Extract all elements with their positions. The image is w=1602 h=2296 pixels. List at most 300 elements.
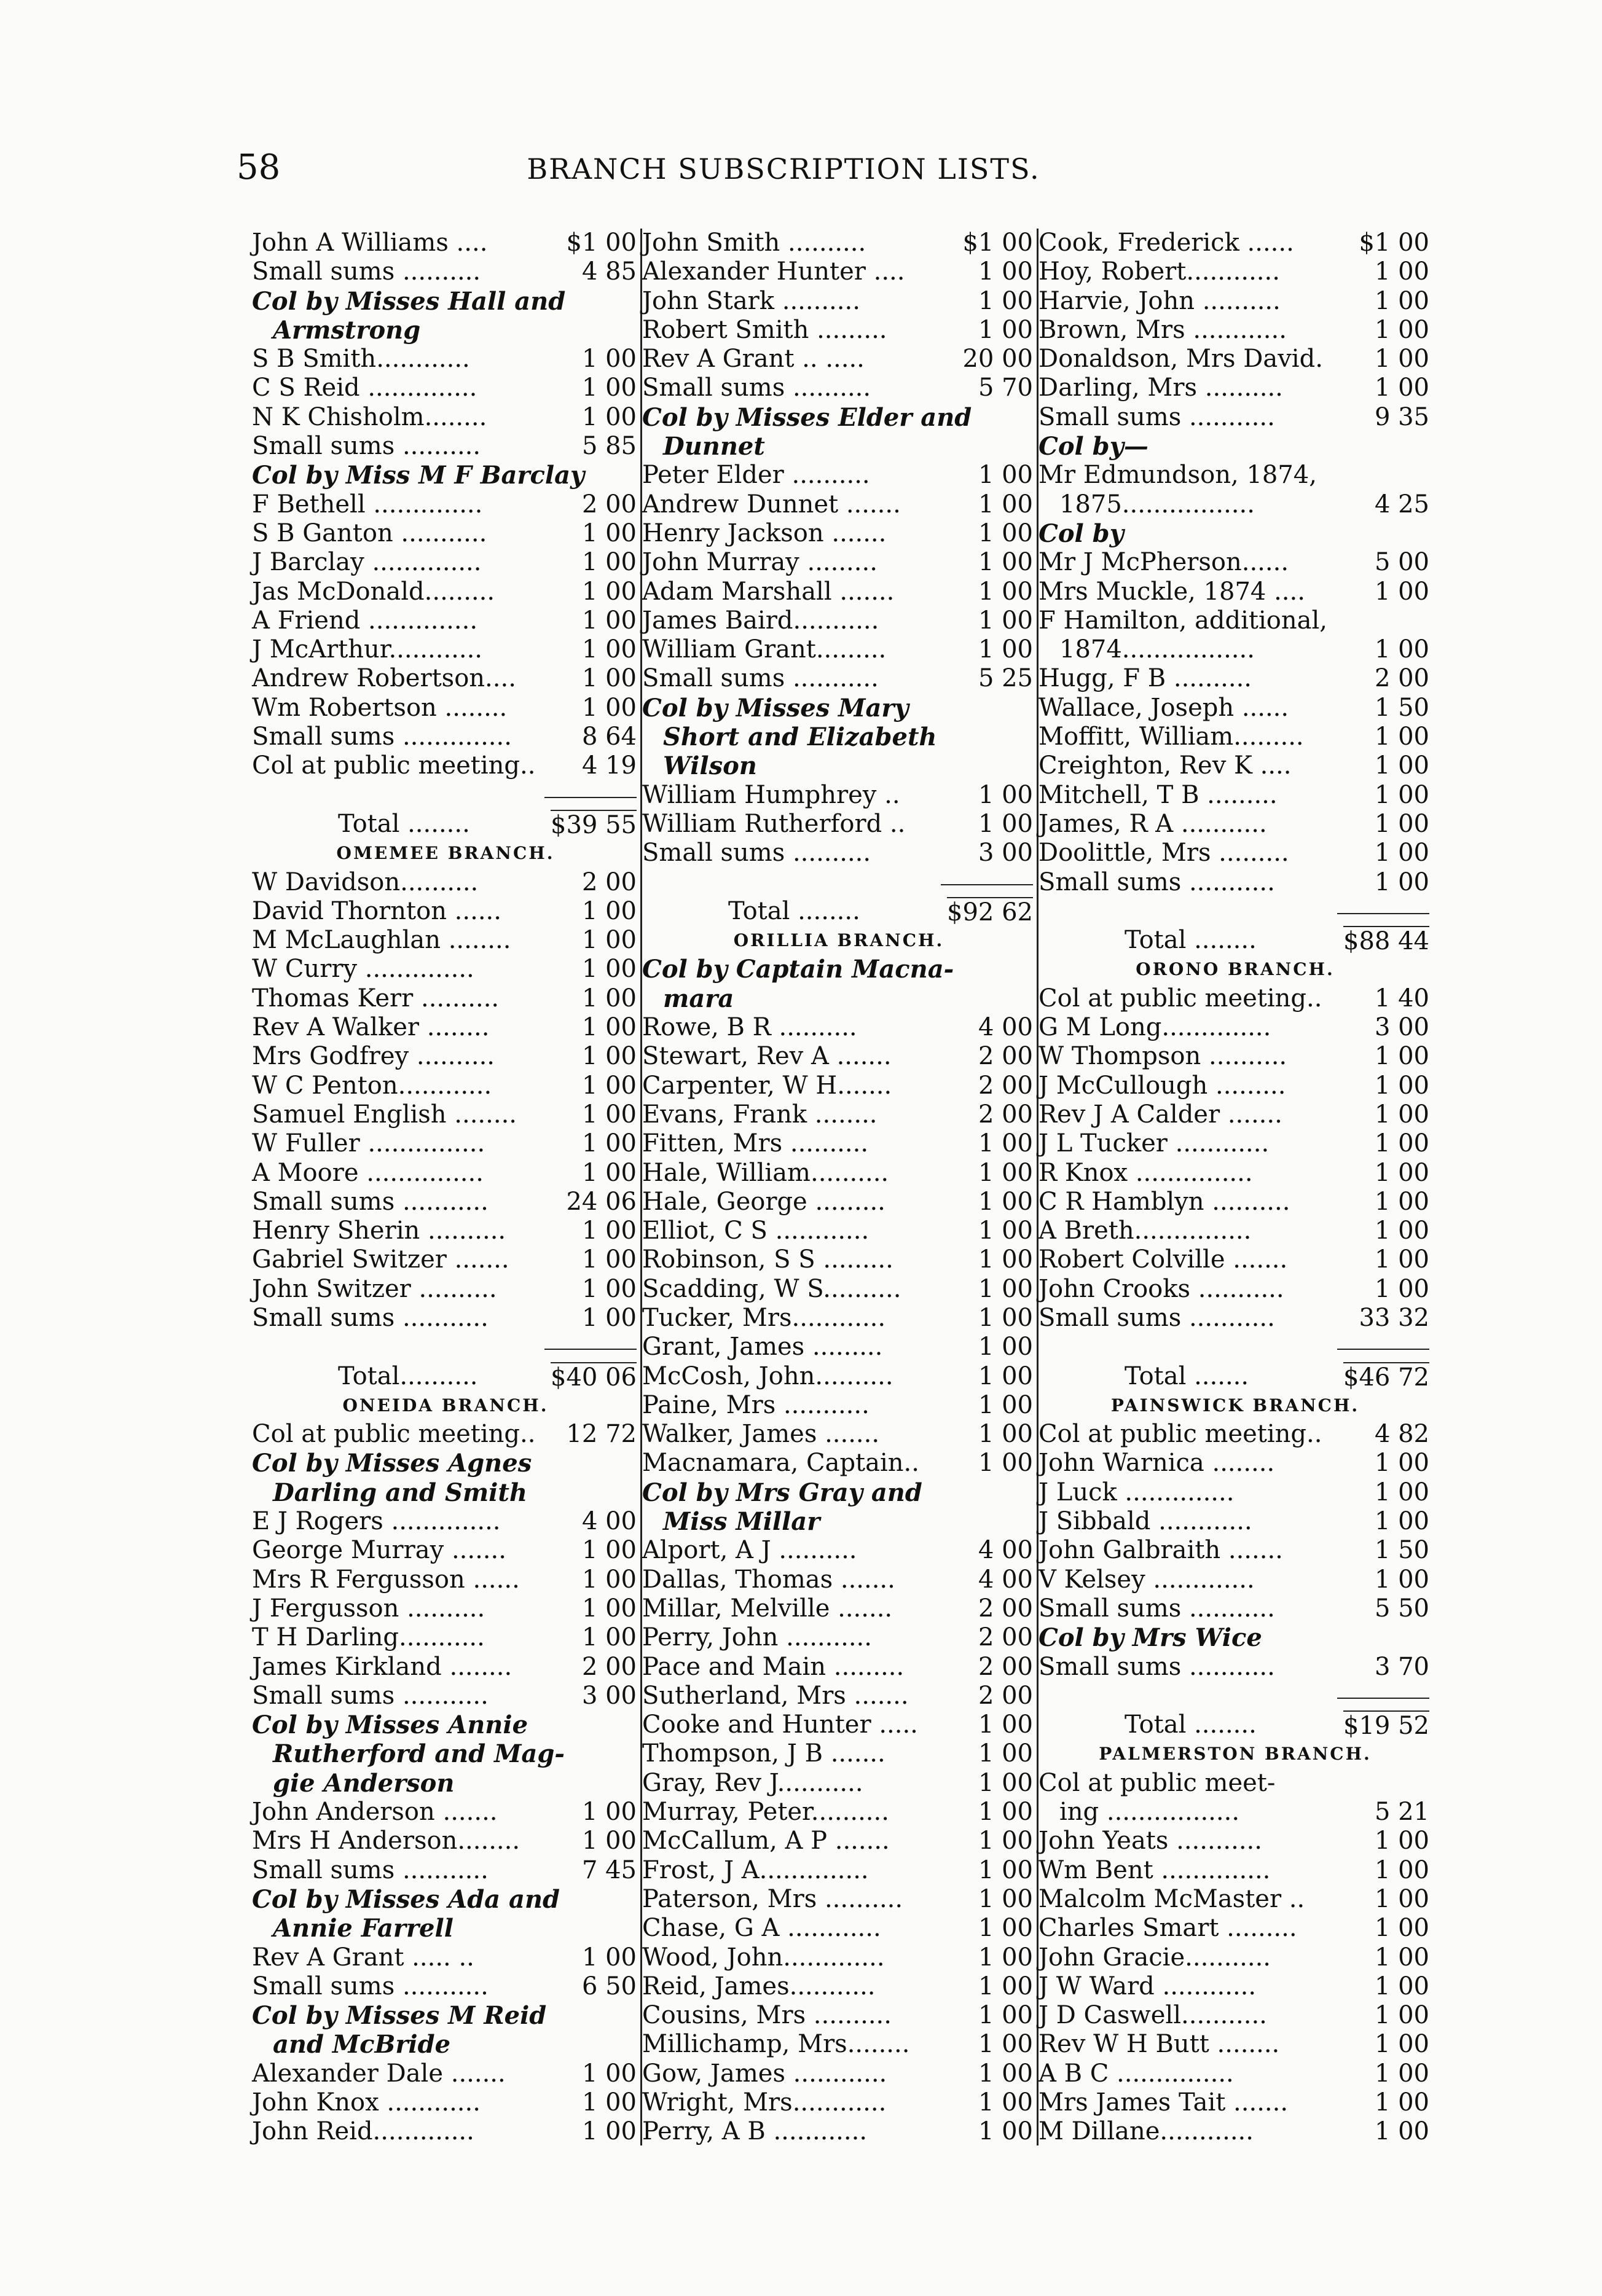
entry-name: Total ........ — [1125, 1710, 1257, 1739]
list-entry — [252, 403, 639, 432]
entry-name: William Humphrey .. — [642, 780, 900, 809]
entry-amount: 1 00 — [1374, 1187, 1429, 1216]
list-entry — [1039, 1420, 1432, 1449]
entry-name: Sutherland, Mrs ....... — [642, 1681, 909, 1710]
entry-amount: 1 00 — [978, 1710, 1033, 1739]
entry-name: Doolittle, Mrs ......... — [1039, 839, 1289, 868]
entry-name: Hale, George ......... — [642, 1187, 885, 1216]
list-entry — [642, 345, 1035, 374]
entry-amount: 1 00 — [1374, 345, 1429, 374]
entry-amount: 1 00 — [1374, 1274, 1429, 1303]
list-entry — [642, 781, 1035, 810]
entry-amount: 5 25 — [978, 664, 1033, 693]
collector-heading — [252, 1478, 639, 1507]
entry-name: N K Chisholm........ — [252, 402, 487, 431]
entry-amount: 1 00 — [1374, 1478, 1429, 1507]
entry-name: J McArthur............ — [252, 635, 483, 664]
entry-amount: 1 00 — [581, 693, 637, 722]
entry-amount: 1 00 — [978, 1187, 1033, 1216]
list-entry — [252, 1623, 639, 1652]
list-entry — [642, 1333, 1035, 1362]
collector-heading — [252, 316, 639, 345]
entry-name: Andrew Dunnet ....... — [642, 490, 901, 519]
entry-name: Annie Farrell — [273, 1914, 454, 1943]
entry-name: Thomas Kerr .......... — [252, 984, 500, 1013]
list-entry — [252, 2088, 639, 2117]
entry-amount: 2 00 — [581, 1652, 637, 1681]
entry-amount: 1 00 — [978, 2088, 1033, 2117]
entry-name: John A Williams .... — [252, 229, 488, 257]
list-entry — [252, 1072, 639, 1100]
entry-name: M Dillane............ — [1039, 2117, 1254, 2146]
entry-amount: 2 00 — [978, 1594, 1033, 1623]
entry-amount: 1 00 — [978, 577, 1033, 606]
list-entry — [1039, 287, 1432, 316]
entry-name: Mrs R Fergusson ...... — [252, 1565, 520, 1594]
list-entry — [642, 1159, 1035, 1188]
list-entry — [642, 1856, 1035, 1885]
list-entry — [642, 1653, 1035, 1682]
list-entry — [252, 1042, 639, 1071]
entry-name: John Murray ......... — [642, 548, 878, 577]
list-entry — [252, 1943, 639, 1972]
entry-name: Col by Misses Annie — [252, 1710, 528, 1740]
list-entry — [1039, 1217, 1432, 1245]
entry-name: William Grant......... — [642, 635, 887, 664]
entry-amount: 1 00 — [978, 1129, 1033, 1158]
entry-amount: 4 82 — [1374, 1420, 1429, 1449]
entry-amount: 1 00 — [581, 896, 637, 925]
entry-name: Peter Elder .......... — [642, 461, 870, 490]
entry-amount: 1 00 — [581, 664, 637, 693]
entry-amount: 1 00 — [978, 809, 1033, 838]
list-entry — [1039, 345, 1432, 374]
entry-name: James, R A ........... — [1039, 809, 1267, 838]
branch-heading — [1039, 955, 1432, 984]
list-entry — [642, 1362, 1035, 1391]
list-entry — [642, 519, 1035, 548]
entry-amount: 1 00 — [978, 2059, 1033, 2088]
entry-amount: 2 00 — [978, 1681, 1033, 1710]
collector-heading — [642, 751, 1035, 780]
entry-amount: 1 00 — [1374, 1827, 1429, 1855]
entry-name: John Crooks ........... — [1039, 1274, 1284, 1303]
list-entry — [1039, 868, 1432, 897]
entry-amount: $88 44 — [1343, 927, 1429, 956]
entry-amount: 1 00 — [581, 1158, 637, 1187]
entry-name: Walker, James ....... — [642, 1420, 880, 1449]
entry-amount: 1 50 — [1374, 1536, 1429, 1565]
entry-amount: 1 00 — [978, 780, 1033, 809]
entry-name: Alport, A J .......... — [642, 1536, 857, 1565]
list-entry — [252, 2117, 639, 2146]
entry-name: Mrs H Anderson........ — [252, 1827, 520, 1855]
entry-name: J Barclay .............. — [252, 548, 482, 577]
collector-heading — [642, 723, 1035, 751]
list-entry — [252, 868, 639, 897]
entry-name: Small sums .......... — [252, 257, 481, 286]
entry-amount: 1 00 — [978, 1390, 1033, 1419]
list-entry — [642, 1914, 1035, 1943]
list-entry — [642, 1391, 1035, 1420]
entry-amount: 1 00 — [581, 1827, 637, 1855]
list-entry — [1039, 316, 1432, 345]
entry-amount: 12 72 — [566, 1420, 637, 1449]
list-entry — [1039, 694, 1432, 723]
entry-amount: 2 00 — [581, 868, 637, 896]
entry-amount: 1 00 — [581, 1536, 637, 1565]
entry-name: Col by Misses Mary — [642, 693, 909, 723]
entry-name: Rev A Walker ........ — [252, 1013, 490, 1042]
entry-amount: 3 00 — [581, 1681, 637, 1710]
entry-amount: $1 00 — [1359, 229, 1429, 257]
list-entry — [252, 1594, 639, 1623]
entry-amount: 1 00 — [581, 1274, 637, 1303]
entry-name: Rowe, B R .......... — [642, 1013, 857, 1042]
entry-amount: 4 19 — [581, 751, 637, 780]
list-entry — [252, 1245, 639, 1274]
entry-name: ORONO BRANCH. — [1136, 959, 1335, 980]
entry-name: Scadding, W S.......... — [642, 1274, 901, 1303]
entry-name: Small sums .............. — [252, 723, 512, 751]
entry-name: John Reid............. — [252, 2117, 474, 2146]
list-entry — [642, 1042, 1035, 1071]
entry-name: McCallum, A P ....... — [642, 1827, 890, 1855]
list-entry — [252, 1159, 639, 1188]
entry-name: Andrew Robertson.... — [252, 664, 516, 693]
entry-amount: 1 00 — [978, 606, 1033, 635]
entry-name: A Friend .............. — [252, 606, 478, 635]
entry-name: John Knox ............ — [252, 2088, 481, 2117]
entry-name: Moffitt, William......... — [1039, 723, 1304, 751]
entry-name: J D Caswell........... — [1039, 2001, 1267, 2030]
list-entry — [1039, 1129, 1432, 1158]
list-entry — [1039, 1769, 1432, 1798]
entry-name: John Anderson ....... — [252, 1798, 498, 1827]
entry-name: PAINSWICK BRANCH. — [1110, 1395, 1360, 1416]
entry-amount: 1 00 — [581, 402, 637, 431]
branch-heading — [642, 926, 1035, 955]
list-entry — [252, 578, 639, 606]
entry-name: Mrs Godfrey .......... — [252, 1042, 495, 1071]
entry-amount: 1 00 — [1374, 1129, 1429, 1158]
branch-heading — [252, 1391, 639, 1420]
list-entry — [1039, 1449, 1432, 1478]
entry-name: 1874................. — [1059, 635, 1255, 664]
entry-name: Alexander Hunter .... — [642, 257, 905, 286]
list-entry — [1039, 2088, 1432, 2117]
entry-name: Small sums .......... — [252, 432, 481, 461]
entry-name: Darling, Mrs .......... — [1039, 374, 1283, 402]
entry-name: Donaldson, Mrs David. — [1039, 345, 1323, 374]
entry-name: Hale, William.......... — [642, 1158, 889, 1187]
entry-name: Mitchell, T B ......... — [1039, 780, 1278, 809]
entry-amount: $1 00 — [566, 229, 637, 257]
list-entry — [642, 664, 1035, 693]
list-entry — [1039, 1245, 1432, 1274]
list-entry — [642, 1072, 1035, 1100]
list-entry — [642, 1710, 1035, 1739]
list-entry — [642, 1623, 1035, 1652]
list-entry — [642, 1188, 1035, 1217]
list-entry — [252, 2059, 639, 2088]
entry-amount: 1 00 — [1374, 1245, 1429, 1274]
column-3 — [1039, 229, 1432, 2147]
list-entry — [1039, 1972, 1432, 2001]
entry-amount: 1 00 — [978, 519, 1033, 547]
list-entry — [642, 1682, 1035, 1710]
collector-heading — [642, 984, 1035, 1013]
entry-amount: 1 00 — [1374, 1042, 1429, 1071]
list-entry — [252, 1129, 639, 1158]
entry-name: John Stark .......... — [642, 286, 860, 315]
list-entry — [252, 257, 639, 286]
entry-name: Dallas, Thomas ....... — [642, 1565, 895, 1594]
list-entry — [252, 751, 639, 780]
entry-name: Gabriel Switzer ....... — [252, 1245, 509, 1274]
entry-name: Total ........ — [1125, 926, 1257, 955]
list-entry — [642, 578, 1035, 606]
entry-amount: 1 00 — [581, 1303, 637, 1332]
list-entry — [252, 1420, 639, 1449]
entry-amount: 1 00 — [1374, 2059, 1429, 2088]
entry-amount: 1 00 — [978, 1798, 1033, 1827]
entry-amount: 2 00 — [978, 1623, 1033, 1652]
list-entry — [642, 1827, 1035, 1855]
list-entry — [642, 1565, 1035, 1594]
entry-amount: 1 00 — [1374, 2030, 1429, 2059]
entry-name: Total.......... — [338, 1362, 478, 1390]
sum-rule — [642, 868, 1035, 897]
entry-amount: 1 00 — [581, 548, 637, 577]
entry-name: David Thornton ...... — [252, 896, 501, 925]
entry-name: Mrs Muckle, 1874 .... — [1039, 577, 1305, 606]
collector-heading — [642, 694, 1035, 723]
list-entry — [1039, 1304, 1432, 1333]
entry-amount: 5 21 — [1374, 1798, 1429, 1827]
entry-amount: 1 00 — [581, 1100, 637, 1129]
entry-name: Short and Elizabeth — [663, 723, 937, 752]
entry-name: T H Darling........... — [252, 1623, 485, 1652]
collector-heading — [252, 1769, 639, 1798]
entry-amount: 1 00 — [978, 635, 1033, 664]
entry-amount: 1 00 — [581, 1217, 637, 1245]
entry-amount: 1 00 — [978, 1827, 1033, 1855]
entry-name: Small sums ........... — [1039, 1652, 1275, 1681]
entry-name: OMEMEE BRANCH. — [336, 843, 555, 864]
list-entry — [642, 374, 1035, 402]
sum-rule — [252, 1333, 639, 1362]
list-entry — [1039, 1188, 1432, 1217]
list-entry — [1039, 1013, 1432, 1042]
entry-amount: 1 00 — [1374, 723, 1429, 751]
entry-amount: 1 00 — [978, 1768, 1033, 1797]
entry-name: Darling and Smith — [273, 1478, 527, 1507]
list-entry — [1039, 984, 1432, 1013]
entry-name: Mrs James Tait ....... — [1039, 2088, 1289, 2117]
entry-amount: 4 25 — [1374, 490, 1429, 519]
entry-amount: 1 00 — [1374, 809, 1429, 838]
entry-amount: 4 00 — [581, 1507, 637, 1536]
entry-name: John Switzer .......... — [252, 1274, 497, 1303]
entry-name: J W Ward ............ — [1039, 1972, 1257, 2000]
entry-name: Gray, Rev J........... — [642, 1768, 863, 1797]
entry-name: John Galbraith ....... — [1039, 1536, 1283, 1565]
entry-amount: 4 00 — [978, 1536, 1033, 1565]
list-entry — [1039, 1275, 1432, 1304]
entry-amount: 1 00 — [581, 1129, 637, 1158]
entry-amount: 1 50 — [1374, 693, 1429, 722]
entry-name: Col by Misses Elder and — [642, 402, 972, 432]
entry-amount: 1 00 — [978, 548, 1033, 577]
collector-heading — [252, 1449, 639, 1478]
entry-amount: 1 00 — [581, 1623, 637, 1652]
collector-heading — [1039, 519, 1432, 548]
list-entry — [1039, 1827, 1432, 1855]
entry-amount: 2 00 — [978, 1652, 1033, 1681]
list-entry — [252, 1682, 639, 1710]
entry-name: Robinson, S S ......... — [642, 1245, 893, 1274]
entry-name: A Breth............... — [1039, 1217, 1252, 1245]
entry-name: McCosh, John.......... — [642, 1362, 893, 1390]
list-entry — [1039, 1594, 1432, 1623]
entry-name: J Luck .............. — [1039, 1478, 1235, 1507]
entry-name: Small sums .......... — [642, 839, 871, 868]
entry-name: Alexander Dale ....... — [252, 2059, 506, 2088]
entry-name: George Murray ....... — [252, 1536, 506, 1565]
total-line — [1039, 926, 1432, 955]
entry-amount: 1 00 — [978, 490, 1033, 519]
entry-name: G M Long.............. — [1039, 1013, 1271, 1042]
entry-name: Gow, James ............ — [642, 2059, 887, 2088]
list-entry — [252, 926, 639, 955]
entry-name: Charles Smart ......... — [1039, 1914, 1297, 1943]
entry-name: Cook, Frederick ...... — [1039, 229, 1294, 257]
list-entry — [1039, 461, 1432, 490]
entry-amount: 1 00 — [1374, 1914, 1429, 1943]
entry-amount: 3 70 — [1374, 1652, 1429, 1681]
collector-heading — [642, 1507, 1035, 1536]
entry-name: Harvie, John .......... — [1039, 286, 1281, 315]
entry-amount: 1 00 — [1374, 1565, 1429, 1594]
list-entry — [252, 1100, 639, 1129]
entry-amount: 4 85 — [581, 257, 637, 286]
entry-name: Reid, James........... — [642, 1972, 876, 2000]
page-number: 58 — [237, 147, 281, 187]
list-entry — [1039, 374, 1432, 402]
entry-name: Wm Bent .............. — [1039, 1855, 1271, 1884]
entry-name: John Warnica ........ — [1039, 1449, 1275, 1478]
list-entry — [1039, 1159, 1432, 1188]
entry-name: Mr Edmundson, 1874, — [1039, 461, 1317, 490]
list-entry — [1039, 1565, 1432, 1594]
entry-name: S B Ganton ........... — [252, 519, 487, 547]
total-line — [642, 897, 1035, 926]
entry-name: Rev A Grant ..... .. — [252, 1943, 474, 1972]
entry-name: Total ........ — [728, 896, 860, 925]
list-entry — [252, 1972, 639, 2001]
column-1 — [252, 229, 639, 2147]
collector-heading — [252, 1885, 639, 1914]
entry-name: J L Tucker ............ — [1039, 1129, 1270, 1158]
list-entry — [642, 1100, 1035, 1129]
entry-name: Chase, G A ............ — [642, 1914, 881, 1943]
list-entry — [252, 984, 639, 1013]
total-line — [252, 810, 639, 839]
entry-amount: 1 00 — [581, 577, 637, 606]
list-entry — [642, 1013, 1035, 1042]
entry-name: Small sums ........... — [1039, 1303, 1275, 1332]
collector-heading — [1039, 1623, 1432, 1652]
list-entry — [1039, 2001, 1432, 2030]
entry-amount: 1 00 — [1374, 780, 1429, 809]
entry-amount: 1 00 — [581, 2117, 637, 2146]
entry-amount: 1 00 — [581, 374, 637, 402]
entry-name: Paterson, Mrs .......... — [642, 1884, 903, 1913]
collector-heading — [252, 2030, 639, 2059]
entry-name: M McLaughlan ........ — [252, 926, 511, 955]
entry-amount: 1 00 — [1374, 1100, 1429, 1129]
list-entry — [642, 1594, 1035, 1623]
entry-name: Small sums ........... — [252, 1972, 489, 2000]
entry-amount: 1 00 — [978, 1739, 1033, 1768]
list-entry — [642, 2088, 1035, 2117]
list-entry — [1039, 839, 1432, 868]
entry-amount: 3 00 — [978, 839, 1033, 868]
entry-name: Tucker, Mrs............ — [642, 1303, 886, 1332]
entry-name: Paine, Mrs ........... — [642, 1390, 870, 1419]
list-entry — [252, 1536, 639, 1565]
list-entry — [642, 1420, 1035, 1449]
entry-name: Col at public meeting.. — [1039, 984, 1322, 1013]
entry-name: Mr J McPherson...... — [1039, 548, 1289, 577]
list-entry — [642, 548, 1035, 577]
entry-name: Col by Misses Ada and — [252, 1884, 560, 1914]
list-entry — [1039, 635, 1432, 664]
entry-name: Col by Captain Macna- — [642, 955, 954, 984]
collector-heading — [642, 955, 1035, 984]
entry-amount: 24 06 — [566, 1187, 637, 1216]
collector-heading — [252, 1710, 639, 1739]
entry-amount: 1 00 — [978, 1855, 1033, 1884]
sum-rule — [252, 781, 639, 810]
entry-name: Robert Colville ....... — [1039, 1245, 1288, 1274]
list-entry — [252, 1565, 639, 1594]
list-entry — [252, 345, 639, 374]
entry-amount: 1 00 — [978, 2001, 1033, 2030]
entry-amount: 2 00 — [978, 1071, 1033, 1100]
list-entry — [1039, 548, 1432, 577]
list-entry — [642, 316, 1035, 345]
entry-name: 1875................. — [1059, 490, 1255, 519]
total-line — [1039, 1362, 1432, 1391]
entry-amount: 1 00 — [1374, 635, 1429, 664]
list-entry — [642, 461, 1035, 490]
entry-name: Evans, Frank ........ — [642, 1100, 878, 1129]
list-entry — [252, 548, 639, 577]
entry-amount: 1 00 — [978, 2117, 1033, 2146]
entry-name: Col by Miss M F Barclay — [252, 461, 585, 490]
list-entry — [642, 1245, 1035, 1274]
entry-name: Brown, Mrs ............ — [1039, 315, 1287, 344]
entry-name: Wood, John............. — [642, 1943, 885, 1972]
column-2 — [642, 229, 1035, 2147]
entry-name: Col by Mrs Wice — [1039, 1623, 1262, 1653]
entry-name: Frost, J A.............. — [642, 1855, 869, 1884]
list-entry — [1039, 229, 1432, 257]
entry-amount: 20 00 — [962, 345, 1033, 374]
entry-amount: 5 00 — [1374, 548, 1429, 577]
